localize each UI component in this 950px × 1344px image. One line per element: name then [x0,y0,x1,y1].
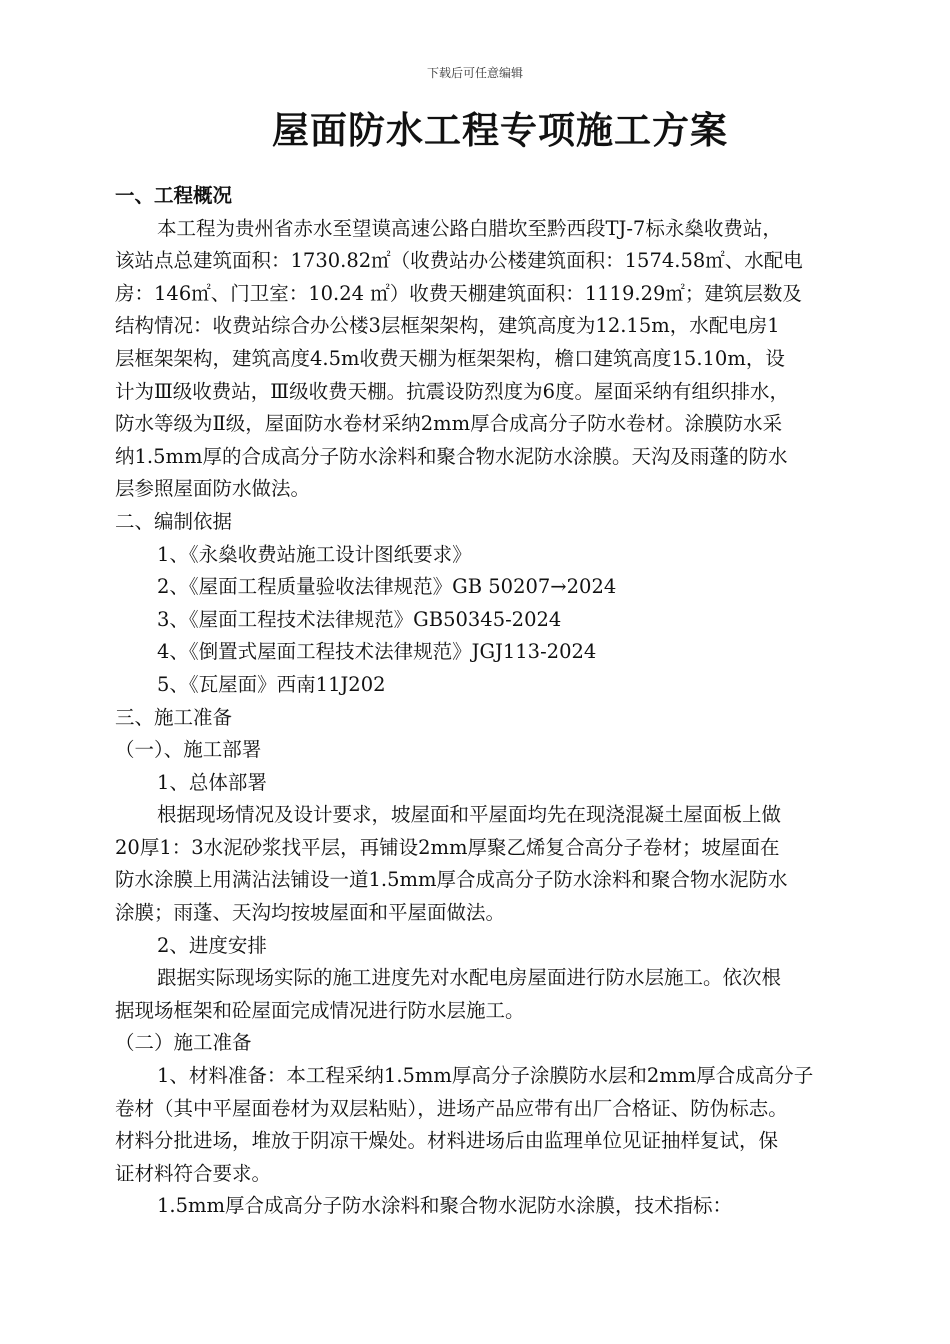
body-line: 证材料符合要求。 [115,1161,272,1185]
body-line: 层参照屋面防水做法。 [115,477,311,501]
body-line: 房：146㎡、门卫室：10.24 ㎡）收费天棚建筑面积：1119.29㎡；建筑层数及 [115,281,802,305]
body-line: 材料分批进场，堆放于阴凉干燥处。材料进场后由监理单位见证抽样复试，保 [115,1129,779,1153]
document-body [115,180,895,1223]
body-line: 1、材料准备：本工程采纳1.5mm厚高分子涂膜防水层和2mm厚合成高分子 [157,1064,814,1088]
body-line: 1、《永燊收费站施工设计图纸要求》 [157,542,472,566]
body-line: 1.5mm厚合成高分子防水涂料和聚合物水泥防水涂膜，技术指标： [157,1194,732,1218]
body-line: 3、《屋面工程技术法律规范》GB50345-2024 [157,607,562,631]
body-line: 该站点总建筑面积：1730.82㎡（收费站办公楼建筑面积：1574.58㎡、水配电 [115,249,803,273]
body-line: 2、进度安排 [157,933,267,957]
body-line: 2、《屋面工程质量验收法律规范》GB 50207→2024 [157,575,617,599]
body-line: 根据现场情况及设计要求，坡屋面和平屋面均先在现浇混凝土屋面板上做 [157,803,782,827]
body-line: 防水等级为Ⅱ级，屋面防水卷材采纳2mm厚合成高分子防水卷材。涂膜防水采 [115,412,783,436]
body-line: 1、总体部署 [157,770,267,794]
body-line: 卷材（其中平屋面卷材为双层粘贴），进场产品应带有出厂合格证、防伪标志。 [115,1096,788,1120]
body-line: （二）施工准备 [115,1031,252,1055]
body-line: 5、《瓦屋面》西南11J202 [157,672,386,696]
body-line: 20厚1：3水泥砂浆找平层，再铺设2mm厚聚乙烯复合高分子卷材；坡屋面在 [115,835,780,859]
body-line: 结构情况：收费站综合办公楼3层框架架构，建筑高度为12.15m，水配电房1 [115,314,780,338]
body-line: 层框架架构，建筑高度4.5m收费天棚为框架架构，檐口建筑高度15.10m，设 [115,346,785,370]
body-line: 计为Ⅲ级收费站，Ⅲ级收费天棚。抗震设防烈度为6度。屋面采纳有组织排水， [115,379,790,403]
body-line: 本工程为贵州省赤水至望谟高速公路白腊坎至黔西段TJ-7标永燊收费站， [157,216,782,240]
body-line: 纳1.5mm厚的合成高分子防水涂料和聚合物水泥防水涂膜。天沟及雨蓬的防水 [115,444,788,468]
body-line: 跟据实际现场实际的施工进度先对水配电房屋面进行防水层施工。依次根 [157,966,782,990]
body-line: 三、施工准备 [115,705,233,729]
body-line: 一、工程概况 [115,184,233,207]
body-line: 4、《倒置式屋面工程技术法律规范》JGJ113-2024 [157,640,597,664]
header-note: 下载后可任意编辑 [426,66,523,80]
body-line: 防水涂膜上用满沾法铺设一道1.5mm厚合成高分子防水涂料和聚合物水泥防水 [115,868,788,892]
body-line: 涂膜；雨蓬、天沟均按坡屋面和平屋面做法。 [115,901,506,925]
document-title: 屋面防水工程专项施工方案 [272,108,728,152]
body-line: （一）、施工部署 [115,738,262,762]
body-line: 二、编制依据 [115,509,233,533]
body-line: 据现场框架和砼屋面完成情况进行防水层施工。 [115,998,525,1022]
